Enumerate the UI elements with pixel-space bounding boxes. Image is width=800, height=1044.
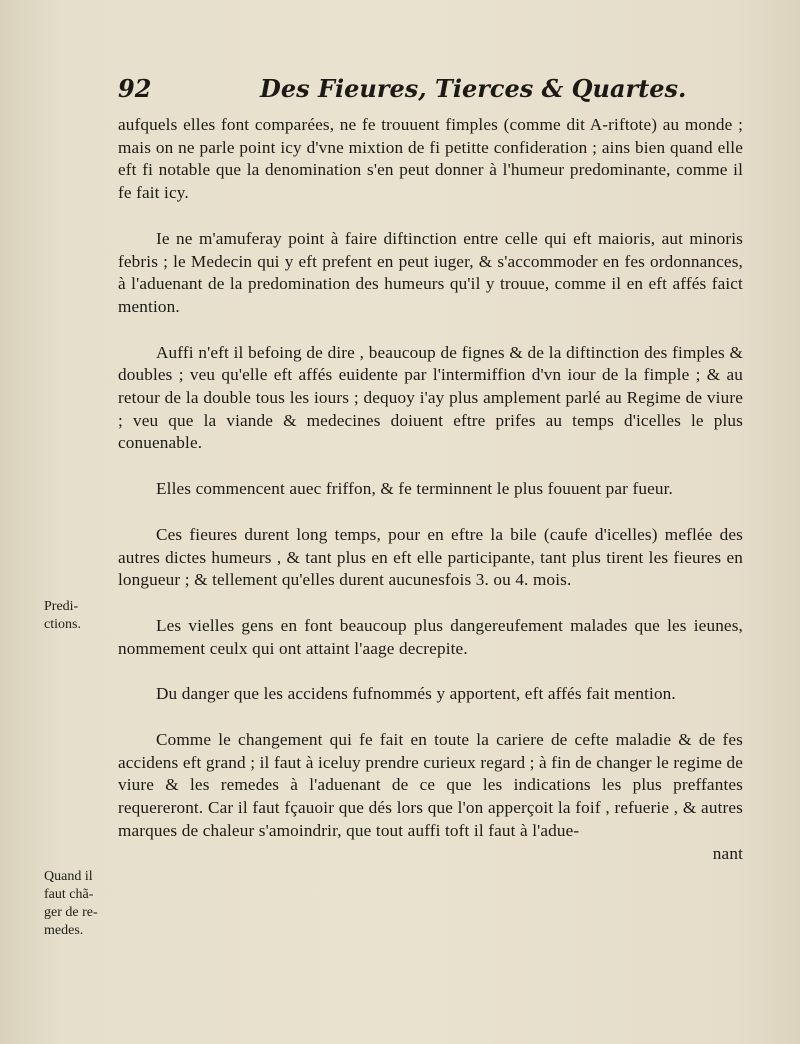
margin-note-changing-remedies: Quand il faut chã- ger de re- medes. — [44, 869, 98, 938]
paragraph-7: Du danger que les accidens fufnommés y apportent, eft affés fait mention. — [156, 684, 676, 704]
paragraph-gap — [118, 592, 743, 615]
paragraph-3: Auffi n'eft il befoing de dire , beaucoup de fignes & de la diftinction des fimples & doubles ; veu qu'elle eft affés euidente par l'intermiffion d'vn iour de la fimple ; & au retour de la double tous les iours ; dequoy i'ay plus amplement parlé au Regime de viure ; veu que la viande & medecines doiuent eftre prifes au temps d'icelles le plus conuenable. — [118, 342, 743, 453]
paragraph-gap — [118, 455, 743, 478]
paragraph-2: Ie ne m'amuferay point à faire diftinction entre celle qui eft maioris, aut minoris febris ; le Medecin qui y eft prefent en peut iuger, & s'accommoder en fes ordonnances, à l'aduenant de la predomination des humeurs qu'il y trouue, comme il en eft affés faict mention. — [118, 228, 743, 316]
paragraph-gap — [118, 706, 743, 729]
paragraph-gap — [118, 660, 743, 683]
paragraph-1: aufquels elles font comparées, ne fe trouuent fimples (comme dit A-riftote) au monde ; mais on ne parle point icy d'vne mixtion de fi petitte confideration ; ains bien quand elle eft fi notable que la denomination s'en peut donner à l'humeur predominante, comme il fe fait icy. — [118, 115, 743, 203]
main-text — [118, 114, 743, 865]
paragraph-5: Ces fieures durent long temps, pour en eftre la bile (caufe d'icelles) meflée des autres dictes humeurs , & tant plus en eft elle participante, tant plus tirent les fieures en longueur ; & tellement qu'elles durent aucunesfois 3. ou 4. mois. — [118, 524, 743, 590]
page-header — [118, 74, 743, 108]
running-title: Des Fieures, Tierces & Quartes. — [260, 74, 687, 103]
paragraph-gap — [118, 205, 743, 228]
paragraph-4: Elles commencent auec friffon, & fe terminnent le plus fouuent par fueur. — [156, 479, 674, 499]
paragraph-6: Les vielles gens en font beaucoup plus dangereufement malades que les ieunes, nommement ceulx qui ont attaint l'aage decrepite. — [118, 615, 743, 658]
paragraph-gap — [118, 319, 743, 342]
paragraph-8: Comme le changement qui fe fait en toute la cariere de cefte maladie & de fes accidens eft grand ; il faut à iceluy prendre curieux regard ; à fin de changer le regime de viure & les remedes à l'aduenant de ce que les indications les plus preffantes requereront. Car il faut fçauoir que dés lors que l'on apperçoit la foif , refuerie , & autres marques de chaleur s'amoindrir, que tout auffi toft il faut à l'adue- — [118, 730, 743, 840]
catchword: nant — [712, 843, 743, 863]
page-number: 92 — [118, 74, 152, 103]
paragraph-gap — [118, 501, 743, 524]
margin-note-predictions: Predi- ctions. — [44, 599, 81, 632]
